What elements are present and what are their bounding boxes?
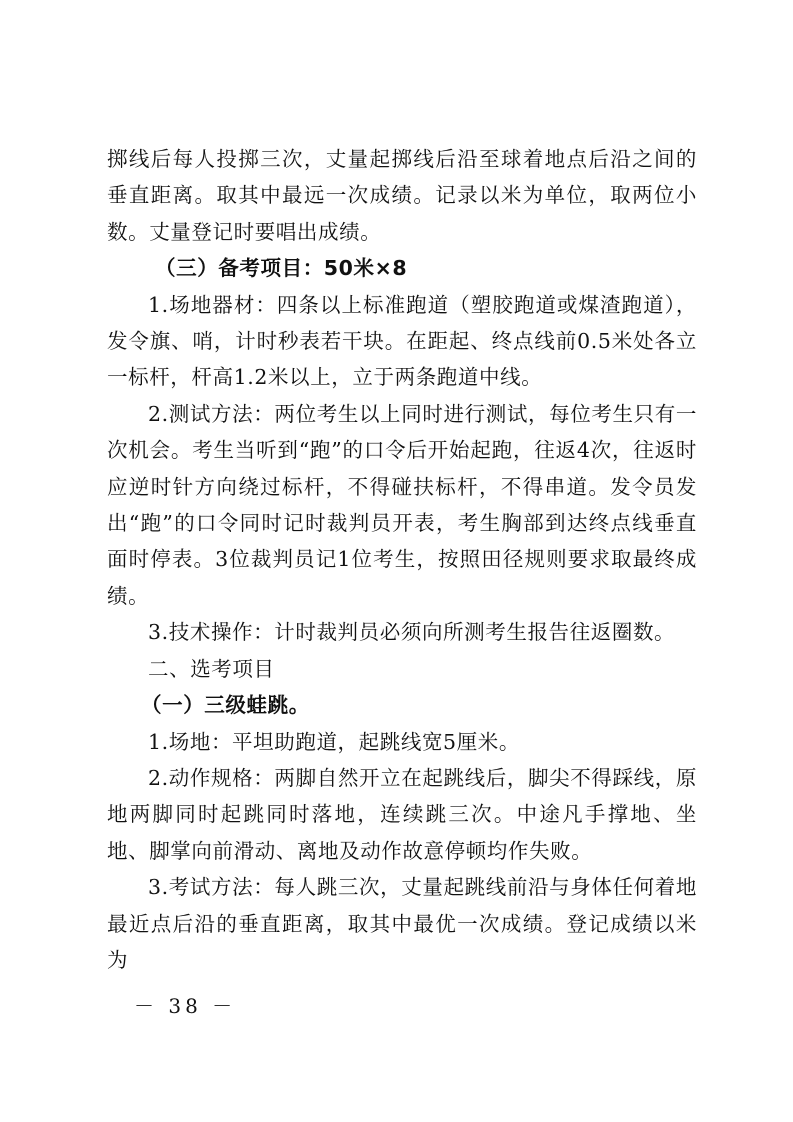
page-number: － 38 － xyxy=(134,994,237,1018)
section-heading: （一）三级蛙跳。 xyxy=(141,693,310,718)
chapter-heading: 二、选考项目 xyxy=(148,656,275,681)
paragraph: 掷线后每人投掷三次，丈量起掷线后沿至球着地点后沿之间的垂直距离。取其中最远一次成绩。记录以米为单位，取两位小数。丈量登记时要唱出成绩。 xyxy=(107,147,697,244)
paragraph: 1.场地器材：四条以上标准跑道（塑胶跑道或煤渣跑道），发令旗、哨，计时秒表若干块。在距起、终点线前0.5米处各立一标杆，杆高1.2米以上，立于两条跑道中线。 xyxy=(107,292,697,390)
paragraph: 2.测试方法：两位考生以上同时进行测试，每位考生只有一次机会。考生当听到“跑”的口令后开始起跑，往返4次，往返时应逆时针方向绕过标杆，不得碰扶标杆，不得串道。发令员发出“跑”的口令同时记时裁判员开表，考生胸部到达终点线垂直面时停表。3位裁判员记1位考生，按照田径规则要求取最终成绩。 xyxy=(107,401,697,608)
body-text xyxy=(107,141,697,978)
paragraph: 1.场地：平坦助跑道，起跳线宽5厘米。 xyxy=(148,729,521,754)
paragraph: 3.考试方法：每人跳三次，丈量起跳线前沿与身体任何着地最近点后沿的垂直距离，取其中最优一次成绩。登记成绩以米为 xyxy=(107,875,697,972)
section-heading: （三）备考项目：50米×8 xyxy=(155,256,408,281)
paragraph: 3.技术操作：计时裁判员必须向所测考生报告往返圈数。 xyxy=(148,620,676,645)
paragraph: 2.动作规格：两脚自然开立在起跳线后，脚尖不得踩线，原地两脚同时起跳同时落地，连续跳三次。中途凡手撑地、坐地、脚掌向前滑动、离地及动作故意停顿均作失败。 xyxy=(107,765,697,863)
